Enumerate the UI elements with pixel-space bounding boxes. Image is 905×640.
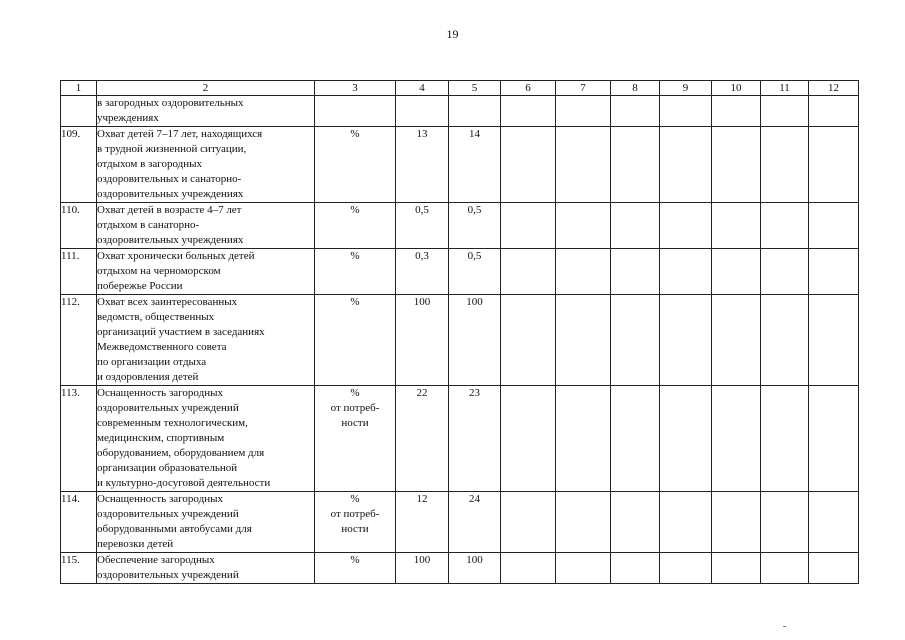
indicator-name-line: Оснащенность загородных (97, 387, 223, 399)
table-row (61, 295, 859, 386)
value-column-5: 100 (449, 295, 501, 386)
row-number (61, 96, 97, 127)
empty-cell-column-11 (761, 249, 809, 295)
empty-cell-column-12 (809, 203, 859, 249)
indicator-name-line: оздоровительных учреждениях (97, 234, 244, 246)
indicator-name-line: медицинским, спортивным (97, 432, 225, 444)
empty-cell-column-6 (501, 553, 556, 584)
empty-cell-column-11 (761, 203, 809, 249)
table-row (61, 492, 859, 553)
indicator-name-line: Охват всех заинтересованных (97, 296, 238, 308)
unit-line: % (350, 554, 360, 566)
empty-cell-column-7 (556, 386, 611, 492)
unit-line: ности (341, 417, 369, 429)
indicator-name (97, 386, 315, 492)
empty-cell-column-11 (761, 553, 809, 584)
empty-cell-column-9 (660, 96, 712, 127)
table-row (61, 386, 859, 492)
empty-cell-column-12 (809, 96, 859, 127)
indicator-name-line: Охват хронически больных детей (97, 250, 255, 262)
unit-line: % (350, 493, 360, 505)
empty-cell-column-12 (809, 553, 859, 584)
empty-cell-column-6 (501, 386, 556, 492)
empty-cell-column-12 (809, 295, 859, 386)
empty-cell-column-7 (556, 249, 611, 295)
empty-cell-column-11 (761, 492, 809, 553)
value-column-4 (396, 96, 449, 127)
empty-cell-column-7 (556, 127, 611, 203)
table-header-row (61, 81, 859, 96)
unit-of-measure (315, 386, 396, 492)
unit-of-measure (315, 492, 396, 553)
column-header-12: 12 (809, 81, 859, 96)
indicator-name-line: оздоровительных учреждениях (97, 188, 244, 200)
empty-cell-column-9 (660, 386, 712, 492)
column-header-2: 2 (97, 81, 315, 96)
empty-cell-column-10 (712, 249, 761, 295)
unit-of-measure (315, 249, 396, 295)
value-column-4: 12 (396, 492, 449, 553)
unit-line: от потреб- (330, 402, 380, 414)
empty-cell-column-7 (556, 203, 611, 249)
empty-cell-column-12 (809, 249, 859, 295)
indicator-name (97, 127, 315, 203)
unit-line: % (350, 204, 360, 216)
unit-of-measure (315, 553, 396, 584)
table-body (61, 96, 859, 584)
unit-line: % (350, 296, 360, 308)
empty-cell-column-6 (501, 295, 556, 386)
empty-cell-column-10 (712, 295, 761, 386)
table-row (61, 203, 859, 249)
empty-cell-column-12 (809, 492, 859, 553)
indicator-name-line: в загородных оздоровительных (97, 97, 244, 109)
empty-cell-column-7 (556, 96, 611, 127)
unit-line: ности (341, 523, 369, 535)
table-row (61, 553, 859, 584)
indicator-name-line: современным технологическим, (97, 417, 248, 429)
indicator-name-line: отдыхом на черноморском (97, 265, 221, 277)
indicator-name-line: Обеспечение загородных (97, 554, 215, 566)
empty-cell-column-12 (809, 386, 859, 492)
empty-cell-column-10 (712, 127, 761, 203)
value-column-4: 22 (396, 386, 449, 492)
empty-cell-column-8 (611, 249, 660, 295)
column-header-6: 6 (501, 81, 556, 96)
empty-cell-column-8 (611, 295, 660, 386)
column-header-7: 7 (556, 81, 611, 96)
empty-cell-column-9 (660, 295, 712, 386)
value-column-4: 0,3 (396, 249, 449, 295)
table-row (61, 96, 859, 127)
column-header-3: 3 (315, 81, 396, 96)
indicator-name-line: оздоровительных учреждений (97, 402, 239, 414)
indicator-name-line: оздоровительных учреждений (97, 569, 239, 581)
indicator-name-line: ведомств, общественных (97, 311, 215, 323)
indicator-name-line: по организации отдыха (97, 356, 207, 368)
indicator-name (97, 96, 315, 127)
empty-cell-column-9 (660, 553, 712, 584)
empty-cell-column-8 (611, 96, 660, 127)
unit-line: % (350, 128, 360, 140)
unit-of-measure (315, 295, 396, 386)
empty-cell-column-7 (556, 553, 611, 584)
empty-cell-column-11 (761, 96, 809, 127)
indicator-name-line: оборудованными автобусами для (97, 523, 252, 535)
indicator-name-line: организаций участием в заседаниях (97, 326, 265, 338)
empty-cell-column-6 (501, 203, 556, 249)
empty-cell-column-10 (712, 553, 761, 584)
empty-cell-column-8 (611, 127, 660, 203)
indicator-name-line: отдыхом в санаторно- (97, 219, 200, 231)
value-column-5: 24 (449, 492, 501, 553)
column-header-5: 5 (449, 81, 501, 96)
empty-cell-column-11 (761, 386, 809, 492)
indicator-name-line: Охват детей 7–17 лет, находящихся (97, 128, 263, 140)
table-row (61, 249, 859, 295)
empty-cell-column-8 (611, 386, 660, 492)
unit-line: % (350, 250, 360, 262)
empty-cell-column-11 (761, 127, 809, 203)
unit-of-measure (315, 203, 396, 249)
empty-cell-column-6 (501, 96, 556, 127)
indicator-name-line: оборудованием, оборудованием для (97, 447, 265, 459)
empty-cell-column-8 (611, 492, 660, 553)
empty-cell-column-6 (501, 249, 556, 295)
empty-cell-column-10 (712, 96, 761, 127)
empty-cell-column-9 (660, 203, 712, 249)
empty-cell-column-7 (556, 295, 611, 386)
indicator-name-line: побережье России (97, 280, 183, 292)
empty-cell-column-8 (611, 203, 660, 249)
indicator-name-line: оздоровительных и санаторно- (97, 173, 242, 185)
indicator-name-line: учреждениях (97, 112, 159, 124)
empty-cell-column-9 (660, 127, 712, 203)
empty-cell-column-10 (712, 492, 761, 553)
value-column-4: 100 (396, 553, 449, 584)
indicator-name-line: и культурно-досуговой деятельности (97, 477, 271, 489)
column-header-9: 9 (660, 81, 712, 96)
indicator-name (97, 553, 315, 584)
value-column-5 (449, 96, 501, 127)
indicator-name-line: Охват детей в возрасте 4–7 лет (97, 204, 242, 216)
unit-line: от потреб- (330, 508, 380, 520)
indicator-name (97, 249, 315, 295)
row-number: 112. (61, 295, 97, 386)
unit-of-measure (315, 96, 396, 127)
indicator-name (97, 295, 315, 386)
indicators-table (60, 80, 859, 584)
row-number: 111. (61, 249, 97, 295)
value-column-4: 0,5 (396, 203, 449, 249)
value-column-5: 23 (449, 386, 501, 492)
indicator-name-line: Межведомственного совета (97, 341, 227, 353)
row-number: 109. (61, 127, 97, 203)
value-column-5: 100 (449, 553, 501, 584)
column-header-4: 4 (396, 81, 449, 96)
empty-cell-column-6 (501, 492, 556, 553)
indicator-name (97, 203, 315, 249)
column-header-10: 10 (712, 81, 761, 96)
row-number: 113. (61, 386, 97, 492)
row-number: 110. (61, 203, 97, 249)
indicator-name-line: в трудной жизненной ситуации, (97, 143, 247, 155)
empty-cell-column-9 (660, 249, 712, 295)
unit-of-measure (315, 127, 396, 203)
row-number: 115. (61, 553, 97, 584)
indicator-name-line: перевозки детей (97, 538, 174, 550)
value-column-5: 0,5 (449, 249, 501, 295)
value-column-4: 100 (396, 295, 449, 386)
empty-cell-column-7 (556, 492, 611, 553)
indicator-name (97, 492, 315, 553)
column-header-8: 8 (611, 81, 660, 96)
indicator-name-line: оздоровительных учреждений (97, 508, 239, 520)
value-column-4: 13 (396, 127, 449, 203)
indicator-name-line: отдыхом в загородных (97, 158, 203, 170)
empty-cell-column-10 (712, 203, 761, 249)
indicator-name-line: организации образовательной (97, 462, 238, 474)
indicator-name-line: и оздоровления детей (97, 371, 199, 383)
unit-line: % (350, 387, 360, 399)
page-number: 19 (446, 27, 459, 41)
value-column-5: 0,5 (449, 203, 501, 249)
empty-cell-column-11 (761, 295, 809, 386)
column-header-1: 1 (61, 81, 97, 96)
scan-speck (783, 626, 786, 627)
table-row (61, 127, 859, 203)
empty-cell-column-8 (611, 553, 660, 584)
empty-cell-column-9 (660, 492, 712, 553)
value-column-5: 14 (449, 127, 501, 203)
row-number: 114. (61, 492, 97, 553)
indicator-name-line: Оснащенность загородных (97, 493, 223, 505)
column-header-11: 11 (761, 81, 809, 96)
empty-cell-column-10 (712, 386, 761, 492)
empty-cell-column-6 (501, 127, 556, 203)
empty-cell-column-12 (809, 127, 859, 203)
